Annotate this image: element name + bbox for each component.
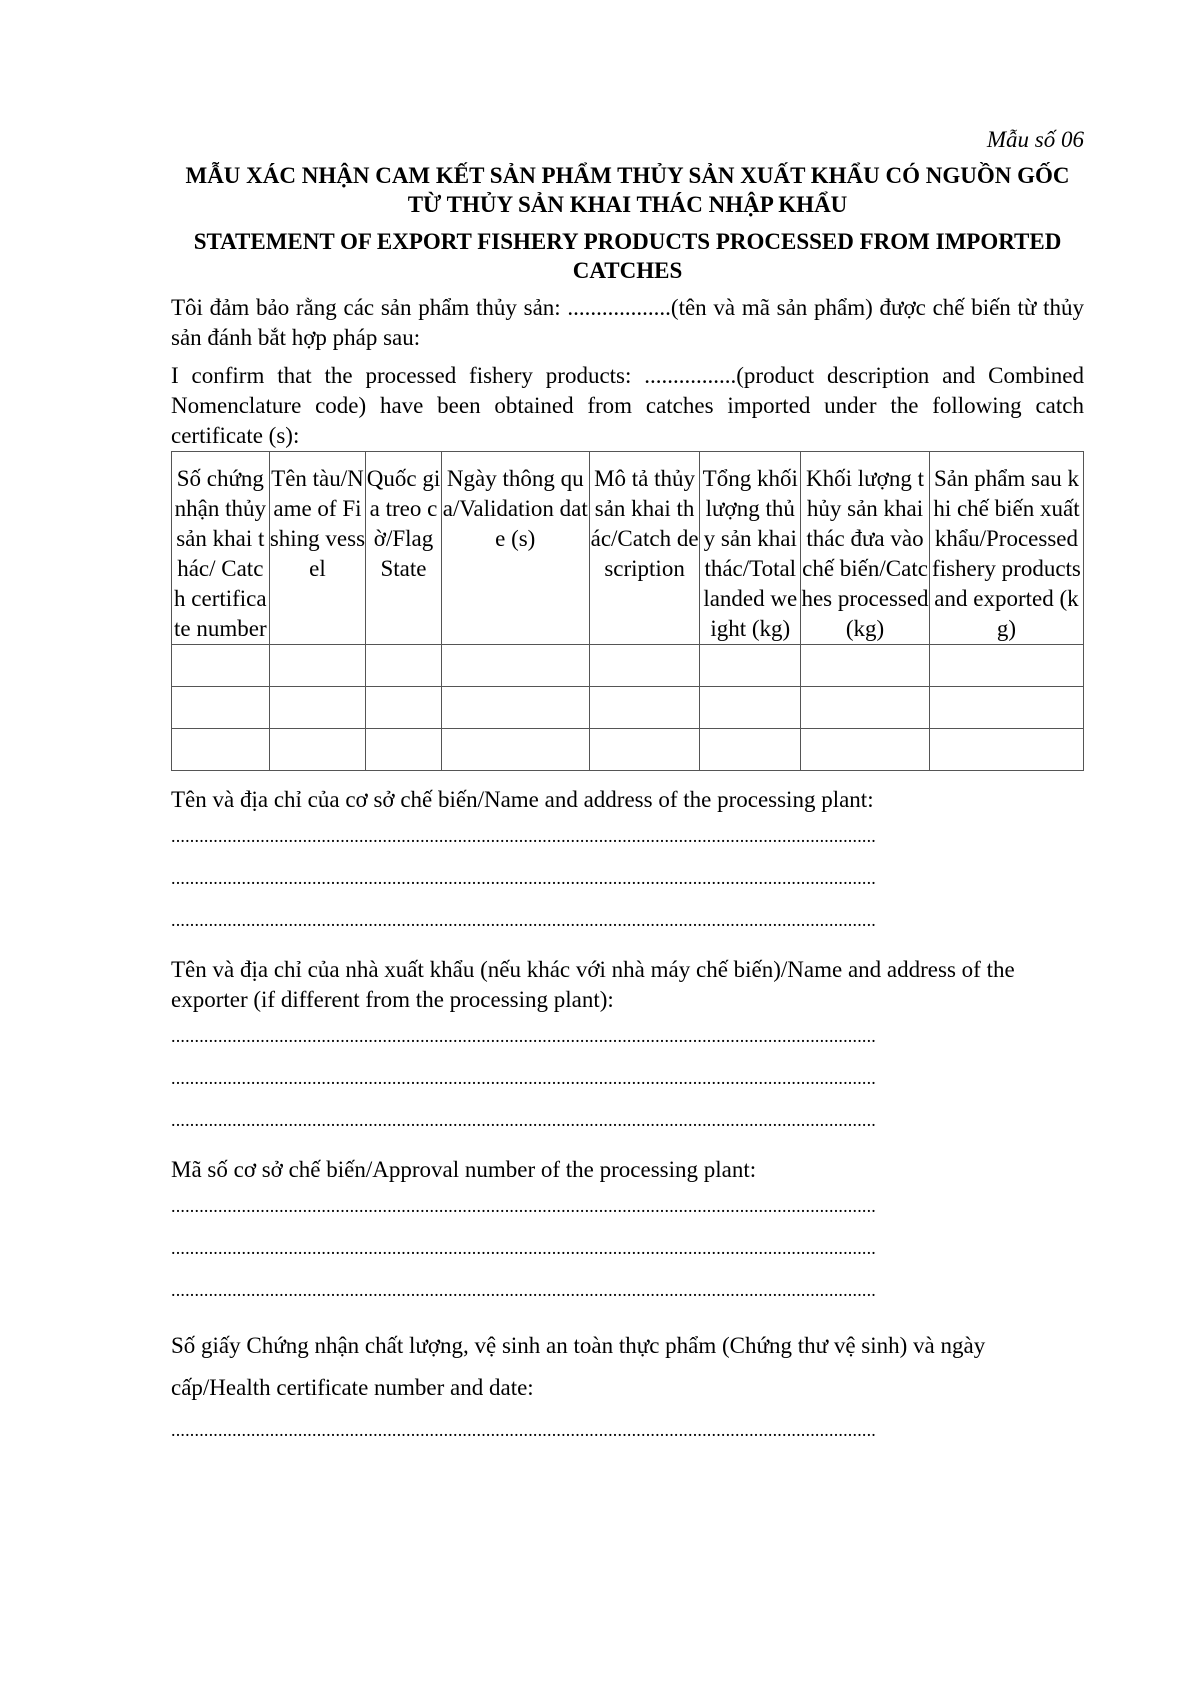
header-cell: Khối lượng thủy sản khai thác đưa vào chế biến/Catches processed (kg) (801, 452, 930, 645)
table-cell[interactable] (441, 645, 589, 687)
fill-line[interactable]: ...................................................................................................................................................... (171, 1280, 876, 1300)
processing-plant-label: Tên và địa chỉ của cơ sở chế biến/Name and address of the processing plant: (171, 787, 874, 812)
table-cell[interactable] (801, 729, 930, 771)
exporter-label: Tên và địa chỉ của nhà xuất khẩu (nếu khác với nhà máy chế biến)/Name and address of the exporter (if different from the processing plant): (171, 957, 1015, 1012)
intro-vietnamese: Tôi đảm bảo rằng các sản phẩm thủy sản: ..................(tên và mã sản phẩm) được chế biến từ thủy sản đánh bắt hợp pháp sau: (171, 295, 1084, 350)
table-cell[interactable] (589, 729, 700, 771)
header-cell: Tên tàu/Name of Fishing vessel (269, 452, 366, 645)
table-cell[interactable] (801, 645, 930, 687)
approval-number-label: Mã số cơ sở chế biến/Approval number of the processing plant: (171, 1157, 757, 1182)
processing-plant-section (171, 785, 1084, 941)
table-cell[interactable] (366, 729, 441, 771)
table-cell[interactable] (172, 687, 270, 729)
table-cell[interactable] (929, 729, 1083, 771)
table-cell[interactable] (441, 729, 589, 771)
fill-line[interactable]: ...................................................................................................................................................... (171, 868, 876, 888)
table-row (172, 729, 1084, 771)
document-body (171, 125, 1084, 1451)
fill-line[interactable]: ...................................................................................................................................................... (171, 910, 876, 930)
header-cell: Số chứng nhận thủy sản khai thác/ Catch certificate number (172, 452, 270, 645)
health-certificate-section (171, 1325, 1084, 1451)
table-header-row (172, 452, 1084, 645)
table-cell[interactable] (589, 687, 700, 729)
table-cell[interactable] (700, 645, 801, 687)
fill-line[interactable]: ...................................................................................................................................................... (171, 1110, 876, 1130)
table-cell[interactable] (700, 687, 801, 729)
table-cell[interactable] (929, 645, 1083, 687)
health-certificate-label: Số giấy Chứng nhận chất lượng, vệ sinh an toàn thực phẩm (Chứng thư vệ sinh) và ngày cấp/Health certificate number and date: (171, 1333, 986, 1400)
fill-line[interactable]: ...................................................................................................................................................... (171, 1238, 876, 1258)
fill-line[interactable]: ...................................................................................................................................................... (171, 1068, 876, 1088)
table-cell[interactable] (269, 645, 366, 687)
table-row (172, 687, 1084, 729)
fill-line[interactable]: ...................................................................................................................................................... (171, 1026, 876, 1046)
form-number: Mẫu số 06 (986, 127, 1084, 152)
table-cell[interactable] (172, 645, 270, 687)
table-cell[interactable] (366, 687, 441, 729)
fill-line[interactable]: ...................................................................................................................................................... (171, 1196, 876, 1216)
exporter-section (171, 955, 1084, 1141)
fill-line[interactable]: ...................................................................................................................................................... (171, 1420, 876, 1440)
table-cell[interactable] (929, 687, 1083, 729)
header-cell: Sản phẩm sau khi chế biến xuất khẩu/Processed fishery products and exported (kg) (929, 452, 1083, 645)
header-cell: Mô tả thủy sản khai thác/Catch description (589, 452, 700, 645)
table-cell[interactable] (801, 687, 930, 729)
title-vietnamese: MẪU XÁC NHẬN CAM KẾT SẢN PHẨM THỦY SẢN XUẤT KHẨU CÓ NGUỒN GỐC TỪ THỦY SẢN KHAI THÁC NHẬP KHẨU (185, 163, 1070, 217)
intro-english: I confirm that the processed fishery products: ................(product description and Combined Nomenclature code) have been obtained from catches imported under the following catch certificate (s): (171, 363, 1084, 448)
table-cell[interactable] (700, 729, 801, 771)
table-cell[interactable] (366, 645, 441, 687)
table-cell[interactable] (269, 687, 366, 729)
header-cell: Quốc gia treo cờ/Flag State (366, 452, 441, 645)
approval-number-section (171, 1155, 1084, 1311)
table-cell[interactable] (589, 645, 700, 687)
table-cell[interactable] (172, 729, 270, 771)
fill-line[interactable]: ...................................................................................................................................................... (171, 826, 876, 846)
table-cell[interactable] (269, 729, 366, 771)
table-cell[interactable] (441, 687, 589, 729)
title-english: STATEMENT OF EXPORT FISHERY PRODUCTS PROCESSED FROM IMPORTED CATCHES (193, 229, 1062, 283)
catch-certificate-table (171, 451, 1084, 771)
header-cell: Tổng khối lượng thủy sản khai thác/Total landed weight (kg) (700, 452, 801, 645)
table-row (172, 645, 1084, 687)
header-cell: Ngày thông qua/Validation date (s) (441, 452, 589, 645)
